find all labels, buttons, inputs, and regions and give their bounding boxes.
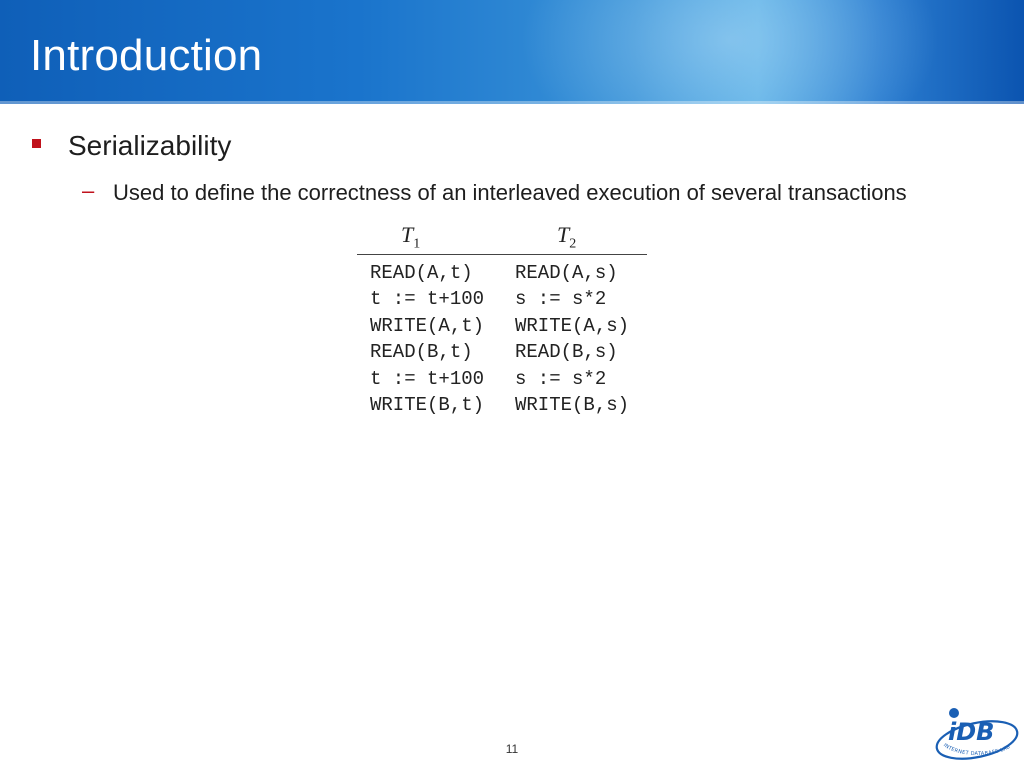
transaction-table [357, 218, 647, 418]
table-cell: WRITE(A,s) [515, 314, 630, 337]
transaction-schedule-figure [357, 218, 647, 418]
table-cell: READ(A,s) [515, 261, 618, 284]
idb-logo [932, 700, 1020, 762]
sub-bullet-text: Used to define the correctness of an interleaved execution of several transactions [113, 180, 907, 205]
logo-text: iDB [948, 718, 995, 746]
column-header-t2 [515, 218, 647, 255]
table-row [357, 255, 647, 286]
table-row [357, 339, 647, 366]
table-cell: READ(B,s) [515, 341, 618, 364]
table-cell: WRITE(A,t) [370, 314, 485, 337]
table-row [357, 365, 647, 392]
square-bullet-icon [32, 139, 41, 148]
table-cell: WRITE(B,s) [515, 394, 630, 417]
table-row [357, 392, 647, 419]
table-cell: s := s*2 [515, 367, 607, 390]
table-row [357, 286, 647, 313]
title-bar [0, 0, 1024, 104]
page-number: 11 [505, 742, 519, 756]
column-header-t2-text: $T_2$ [557, 222, 577, 252]
column-header-t1 [357, 218, 515, 255]
table-row [357, 312, 647, 339]
table-cell: WRITE(B,t) [370, 394, 485, 417]
bullet-text: Serializability [68, 130, 232, 161]
title-bar-highlight [520, 0, 940, 104]
table-header-row [357, 218, 647, 255]
table-cell: s := s*2 [515, 288, 607, 311]
table-cell: READ(B,t) [370, 341, 473, 364]
table-cell: READ(A,t) [370, 261, 473, 284]
table-cell: t := t+100 [370, 288, 485, 311]
logo-ring-text: INTERNET DATABASE LAB [941, 742, 1012, 757]
table-cell: t := t+100 [370, 367, 485, 390]
dash-bullet-icon: – [82, 178, 95, 203]
slide-title: Introduction [30, 31, 263, 80]
column-header-t1-text: $T_1$ [401, 222, 421, 252]
